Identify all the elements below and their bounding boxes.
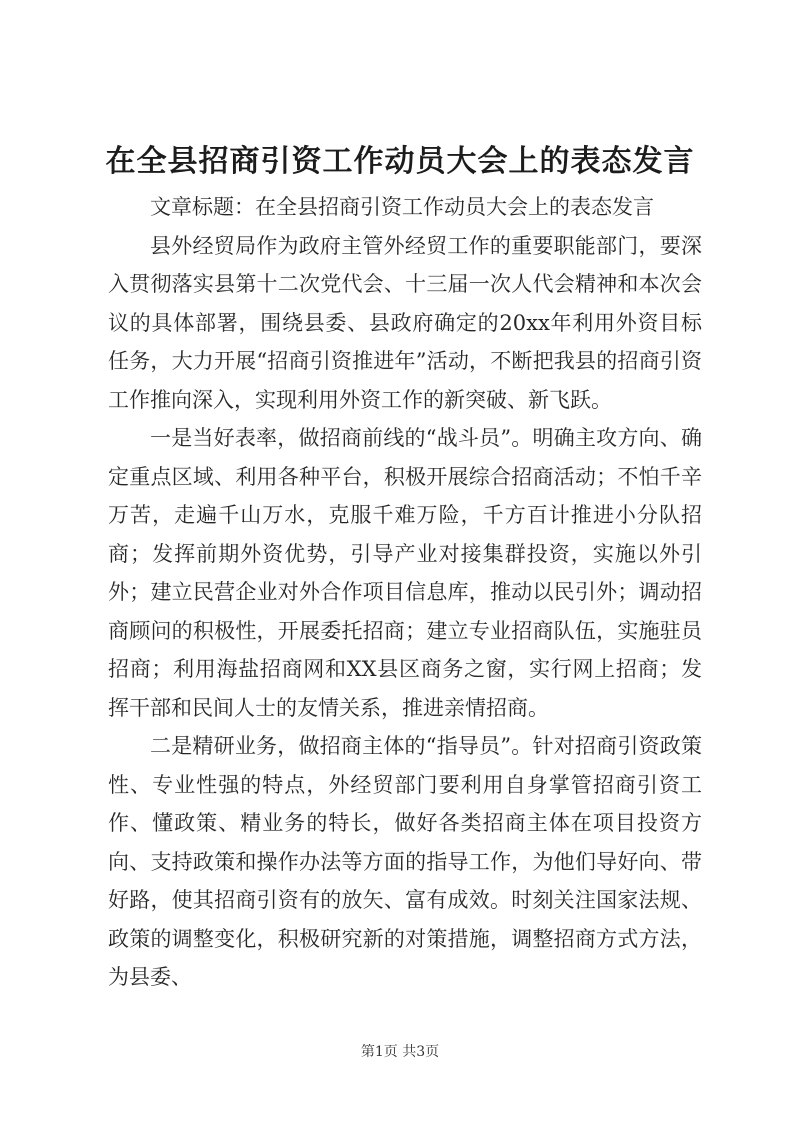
paragraph-intro: 县外经贸局作为政府主管外经贸工作的重要职能部门，要深入贯彻落实县第十二次党代会、十三届一次人代会精神和本次会议的具体部署，围绕县委、县政府确定的20xx年利用外资目标任务，大力开展“招商引资推进年”活动，不断把我县的招商引资工作推向深入，实现利用外资工作的新突破、新飞跃。 <box>108 233 702 412</box>
paragraph-point-one: 一是当好表率，做招商前线的“战斗员”。明确主攻方向、确定重点区域、利用各种平台，积极开展综合招商活动；不怕千辛万苦，走遍千山万水，克服千难万险，千方百计推进小分队招商；发挥前期外资优势，引导产业对接集群投资，实施以外引外；建立民营企业对外合作项目信息库，推动以民引外；调动招商顾问的积极性，开展委托招商；建立专业招商队伍，实施驻员招商；利用海盐招商网和XX县区商务之窗，实行网上招商；发挥干部和民间人士的友情关系，推进亲情招商。 <box>108 426 702 720</box>
article-title-line: 文章标题：在全县招商引资工作动员大会上的表态发言 <box>150 195 654 219</box>
document-body <box>108 188 702 997</box>
document-title: 在全县招商引资工作动员大会上的表态发言 <box>105 144 695 179</box>
page-number-footer: 第1页 共3页 <box>360 1044 440 1060</box>
paragraph-point-two: 二是精研业务，做招商主体的“指导员”。针对招商引资政策性、专业性强的特点，外经贸部门要利用自身掌管招商引资工作、懂政策、精业务的特长，做好各类招商主体在项目投资方向、支持政策和操作办法等方面的指导工作，为他们导好向、带好路，使其招商引资有的放矢、富有成效。时刻关注国家法规、政策的调整变化，积极研究新的对策措施，调整招商方式方法，为县委、 <box>108 734 702 989</box>
